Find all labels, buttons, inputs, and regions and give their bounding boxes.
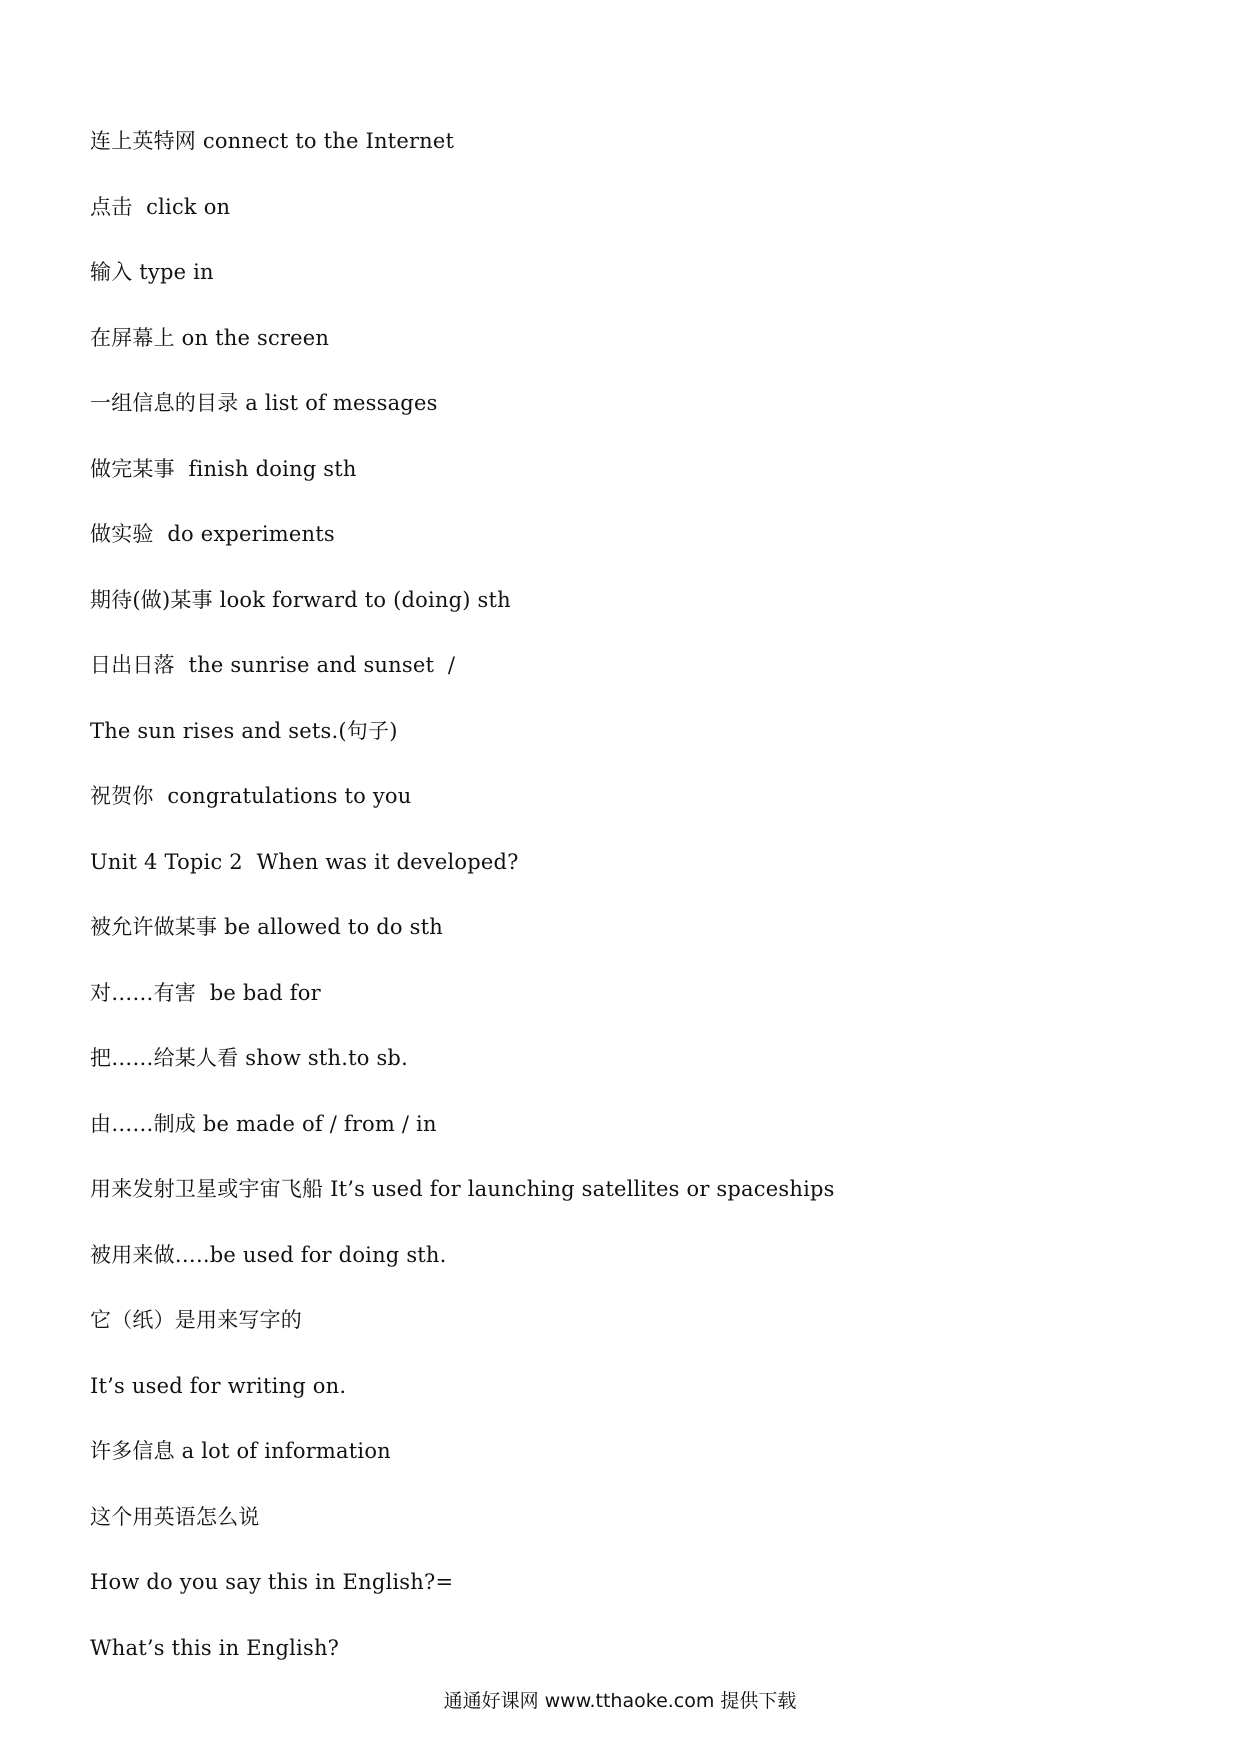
text-line: 把……给某人看 show sth.to sb. [90,1046,408,1070]
vocabulary-list [90,124,1190,1696]
text-line: 一组信息的目录 a list of messages [90,391,438,415]
section-heading: Unit 4 Topic 2 When was it developed? [90,849,519,874]
text-line: 做完某事 finish doing sth [90,456,357,481]
text-line: What’s this in English? [90,1635,340,1660]
text-line: How do you say this in English?= [90,1570,454,1594]
text-line: 在屏幕上 on the screen [90,325,330,350]
text-line: 点击 click on [90,194,231,219]
text-line: 期待(做)某事 look forward to (doing) sth [90,587,511,612]
text-line: 用来发射卫星或宇宙飞船 It’s used for launching satellites or spaceships [90,1177,835,1201]
text-line: 许多信息 a lot of information [90,1439,391,1463]
text-line: It’s used for writing on. [90,1373,347,1398]
text-line: 这个用英语怎么说 [90,1504,260,1529]
text-line: 日出日落 the sunrise and sunset / [90,653,456,677]
text-line: 对……有害 be bad for [90,980,321,1005]
text-line: 它（纸）是用来写字的 [90,1308,302,1332]
text-line: 连上英特网 connect to the Internet [90,129,455,153]
text-line: 被用来做…..be used for doing sth. [90,1242,447,1267]
text-line: 输入 type in [90,260,214,284]
text-line: The sun rises and sets.(句子) [90,718,398,743]
page-footer: 通通好课网 www.tthaoke.com 提供下载 [443,1690,797,1712]
text-line: 做实验 do experiments [90,522,335,546]
text-line: 祝贺你 congratulations to you [90,784,412,808]
text-line: 被允许做某事 be allowed to do sth [90,915,443,939]
text-line: 由……制成 be made of / from / in [90,1111,437,1136]
